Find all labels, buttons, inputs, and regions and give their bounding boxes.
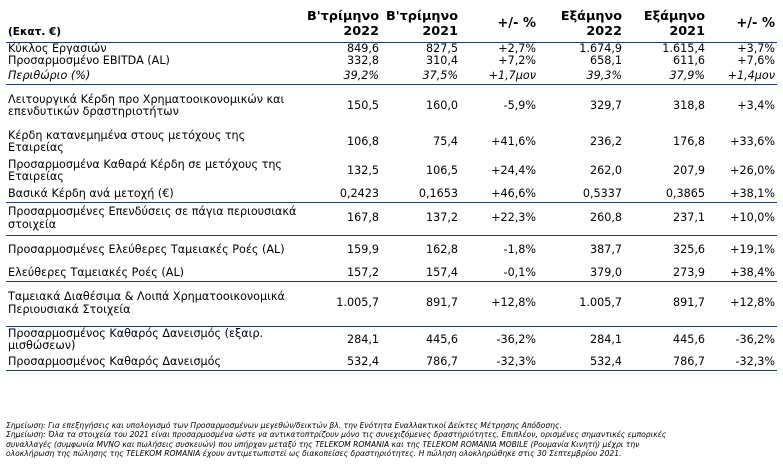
footnote-line: Σημείωση: Όλα τα στοιχεία του 2021 είναι προσαρμοσμένα ώστε να αντικατοπτρίζουν μόνο τις συνεχιζόμενες δραστηριότητες. Επιπλέον, ορισμένες σημαντικές εμπορικές [6, 430, 667, 440]
row-value: 0,3865 [665, 186, 705, 200]
table-row [6, 265, 777, 281]
row-value: +12,8% [491, 296, 536, 310]
column-header: +/- % [736, 16, 775, 32]
table-row [6, 84, 777, 128]
row-label: Ταμειακά Διαθέσιμα & Λοιπά Χρηματοοικονομικά Περιουσιακά Στοιχεία [8, 290, 285, 316]
column-header: Β'τρίμηνο 2021 [385, 8, 458, 39]
row-value: 1.005,7 [336, 296, 379, 310]
row-label: Προσαρμοσμένες Ελεύθερες Ταμειακές Ροές (AL) [8, 243, 285, 257]
row-value: 0,2423 [339, 186, 379, 200]
financial-results-table [6, 6, 777, 371]
row-value: 1.615,4 [662, 41, 705, 55]
row-value: +41,6% [491, 134, 536, 148]
row-value: -0,1% [503, 265, 536, 279]
row-value: 318,8 [672, 99, 705, 113]
table-row [6, 326, 777, 354]
row-value: +38,1% [730, 186, 775, 200]
row-value: 160,0 [425, 99, 458, 113]
row-value: +3,4% [737, 99, 775, 113]
row-value: 827,5 [425, 41, 458, 55]
row-value: +26,0% [730, 163, 775, 177]
row-value: 284,1 [346, 333, 379, 347]
row-value: 532,4 [589, 354, 622, 368]
row-value: 39,3% [586, 68, 622, 82]
row-value: +10,0% [730, 211, 775, 225]
row-value: +1,7μον [488, 68, 536, 82]
row-value: 284,1 [589, 333, 622, 347]
row-value: +2,7% [498, 41, 536, 55]
table-row [6, 281, 777, 326]
row-value: 37,5% [422, 68, 458, 82]
row-value: 445,6 [672, 333, 705, 347]
row-value: 106,8 [346, 134, 379, 148]
row-value: +38,4% [730, 265, 775, 279]
row-value: 150,5 [346, 99, 379, 113]
column-header: Εξάμηνο 2021 [643, 8, 705, 39]
row-value: 387,7 [589, 243, 622, 257]
row-label: Προσαρμοσμένα Καθαρά Κέρδη σε μετόχους της Εταιρείας [8, 157, 282, 183]
row-value: -5,9% [503, 99, 536, 113]
column-header: Εξάμηνο 2022 [560, 8, 622, 39]
table-row [6, 42, 777, 55]
row-label: Προσαρμοσμένος Καθαρός Δανεισμός (εξαιρ. μισθώσεων) [8, 327, 264, 353]
row-value: 260,8 [589, 211, 622, 225]
row-value: +7,6% [737, 54, 775, 68]
row-value: 159,9 [346, 243, 379, 257]
row-value: 611,6 [672, 54, 705, 68]
row-value: -36,2% [735, 333, 775, 347]
table-row [6, 156, 777, 186]
row-value: 176,8 [672, 134, 705, 148]
row-value: +1,4μον [727, 68, 775, 82]
row-value: 132,5 [346, 163, 379, 177]
row-label: Ελεύθερες Ταμειακές Ροές (AL) [8, 265, 185, 279]
row-value: +19,1% [730, 243, 775, 257]
row-value: -1,8% [503, 243, 536, 257]
row-label: Προσαρμοσμένος Καθαρός Δανεισμός [8, 354, 222, 368]
row-value: 0,1653 [418, 186, 458, 200]
row-value: 310,4 [425, 54, 458, 68]
table-row [6, 68, 777, 84]
row-label: Βασικά Κέρδη ανά μετοχή (€) [8, 186, 174, 200]
footnotes [6, 421, 781, 458]
row-label: Προσαρμοσμένες Επενδύσεις σε πάγια περιουσιακά στοιχεία [8, 205, 297, 231]
table-row [6, 202, 777, 235]
table-row [6, 55, 777, 68]
footnote-line: συναλλαγές (συμφωνία MVNO και πωλήσεις συσκευών) που υπήρχαν μεταξύ της TELEKOM ROMANIA και της TELEKOM ROMANIA MOBILE (Ρουμανία Κινητή) μέχρι την [6, 439, 640, 449]
row-value: 325,6 [672, 243, 705, 257]
table-row [6, 128, 777, 156]
row-value: +3,7% [737, 41, 775, 55]
row-value: 106,5 [425, 163, 458, 177]
row-value: 891,7 [672, 296, 705, 310]
row-value: 236,2 [589, 134, 622, 148]
row-value: 1.005,7 [579, 296, 622, 310]
row-value: 332,8 [346, 54, 379, 68]
table-row [6, 354, 777, 370]
row-value: 532,4 [346, 354, 379, 368]
row-label: Κέρδη κατανεμημένα στους μετόχους της Εταιρείας [8, 128, 246, 154]
row-value: 786,7 [425, 354, 458, 368]
row-value: 658,1 [589, 54, 622, 68]
row-value: +24,4% [491, 163, 536, 177]
row-value: -32,3% [496, 354, 536, 368]
row-value: 0,5337 [582, 186, 622, 200]
row-label: Περιθώριο (%) [8, 68, 91, 82]
row-value: 445,6 [425, 333, 458, 347]
row-value: +22,3% [491, 211, 536, 225]
row-value: 157,2 [346, 265, 379, 279]
table-row [6, 186, 777, 202]
row-value: 329,7 [589, 99, 622, 113]
row-value: +12,8% [730, 296, 775, 310]
row-value: 786,7 [672, 354, 705, 368]
row-value: 849,6 [346, 41, 379, 55]
footnote-line: ολοκλήρωση της πώλησης της TELEKOM ROMANIA έχουν αντιμετωπιστεί ως διακοπείσες δραστηριότητες. Η πώληση ολοκληρώθηκε στις 30 Σεπτεμβρίου 2021. [6, 448, 622, 458]
row-label: Προσαρμοσμένο EBITDA (AL) [8, 54, 170, 68]
row-value: -32,3% [735, 354, 775, 368]
row-value: 162,8 [425, 243, 458, 257]
unit-label: (Εκατ. €) [8, 25, 62, 38]
row-value: +7,2% [498, 54, 536, 68]
row-value: 37,9% [669, 68, 705, 82]
row-value: 167,8 [346, 211, 379, 225]
row-value: -36,2% [496, 333, 536, 347]
row-value: 1.674,9 [579, 41, 622, 55]
table-body [6, 42, 777, 370]
row-value: 379,0 [589, 265, 622, 279]
row-value: +46,6% [491, 186, 536, 200]
footnote-line: Σημείωση: Για επεξηγήσεις και υπολογισμό των Προσαρμοσμένων μεγεθών/δεικτών βλ. την Ενότητα Εναλλακτικοί Δείκτες Μέτρησης Απόδοσης. [6, 421, 562, 430]
row-value: 207,9 [672, 163, 705, 177]
row-value: 75,4 [433, 134, 458, 148]
row-value: 237,1 [672, 211, 705, 225]
table-header-row [6, 6, 777, 42]
row-value: 137,2 [425, 211, 458, 225]
column-header: Β'τρίμηνο 2022 [306, 8, 379, 39]
column-header: +/- % [497, 16, 536, 32]
row-value: +33,6% [730, 134, 775, 148]
row-label: Λειτουργικά Κέρδη προ Χρηματοοικονομικών και επενδυτικών δραστηριοτήτων [8, 93, 285, 119]
table-row [6, 235, 777, 265]
row-label: Κύκλος Εργασιών [8, 41, 107, 55]
row-value: 891,7 [425, 296, 458, 310]
row-value: 262,0 [589, 163, 622, 177]
row-value: 273,9 [672, 265, 705, 279]
row-value: 39,2% [343, 68, 379, 82]
row-value: 157,4 [425, 265, 458, 279]
